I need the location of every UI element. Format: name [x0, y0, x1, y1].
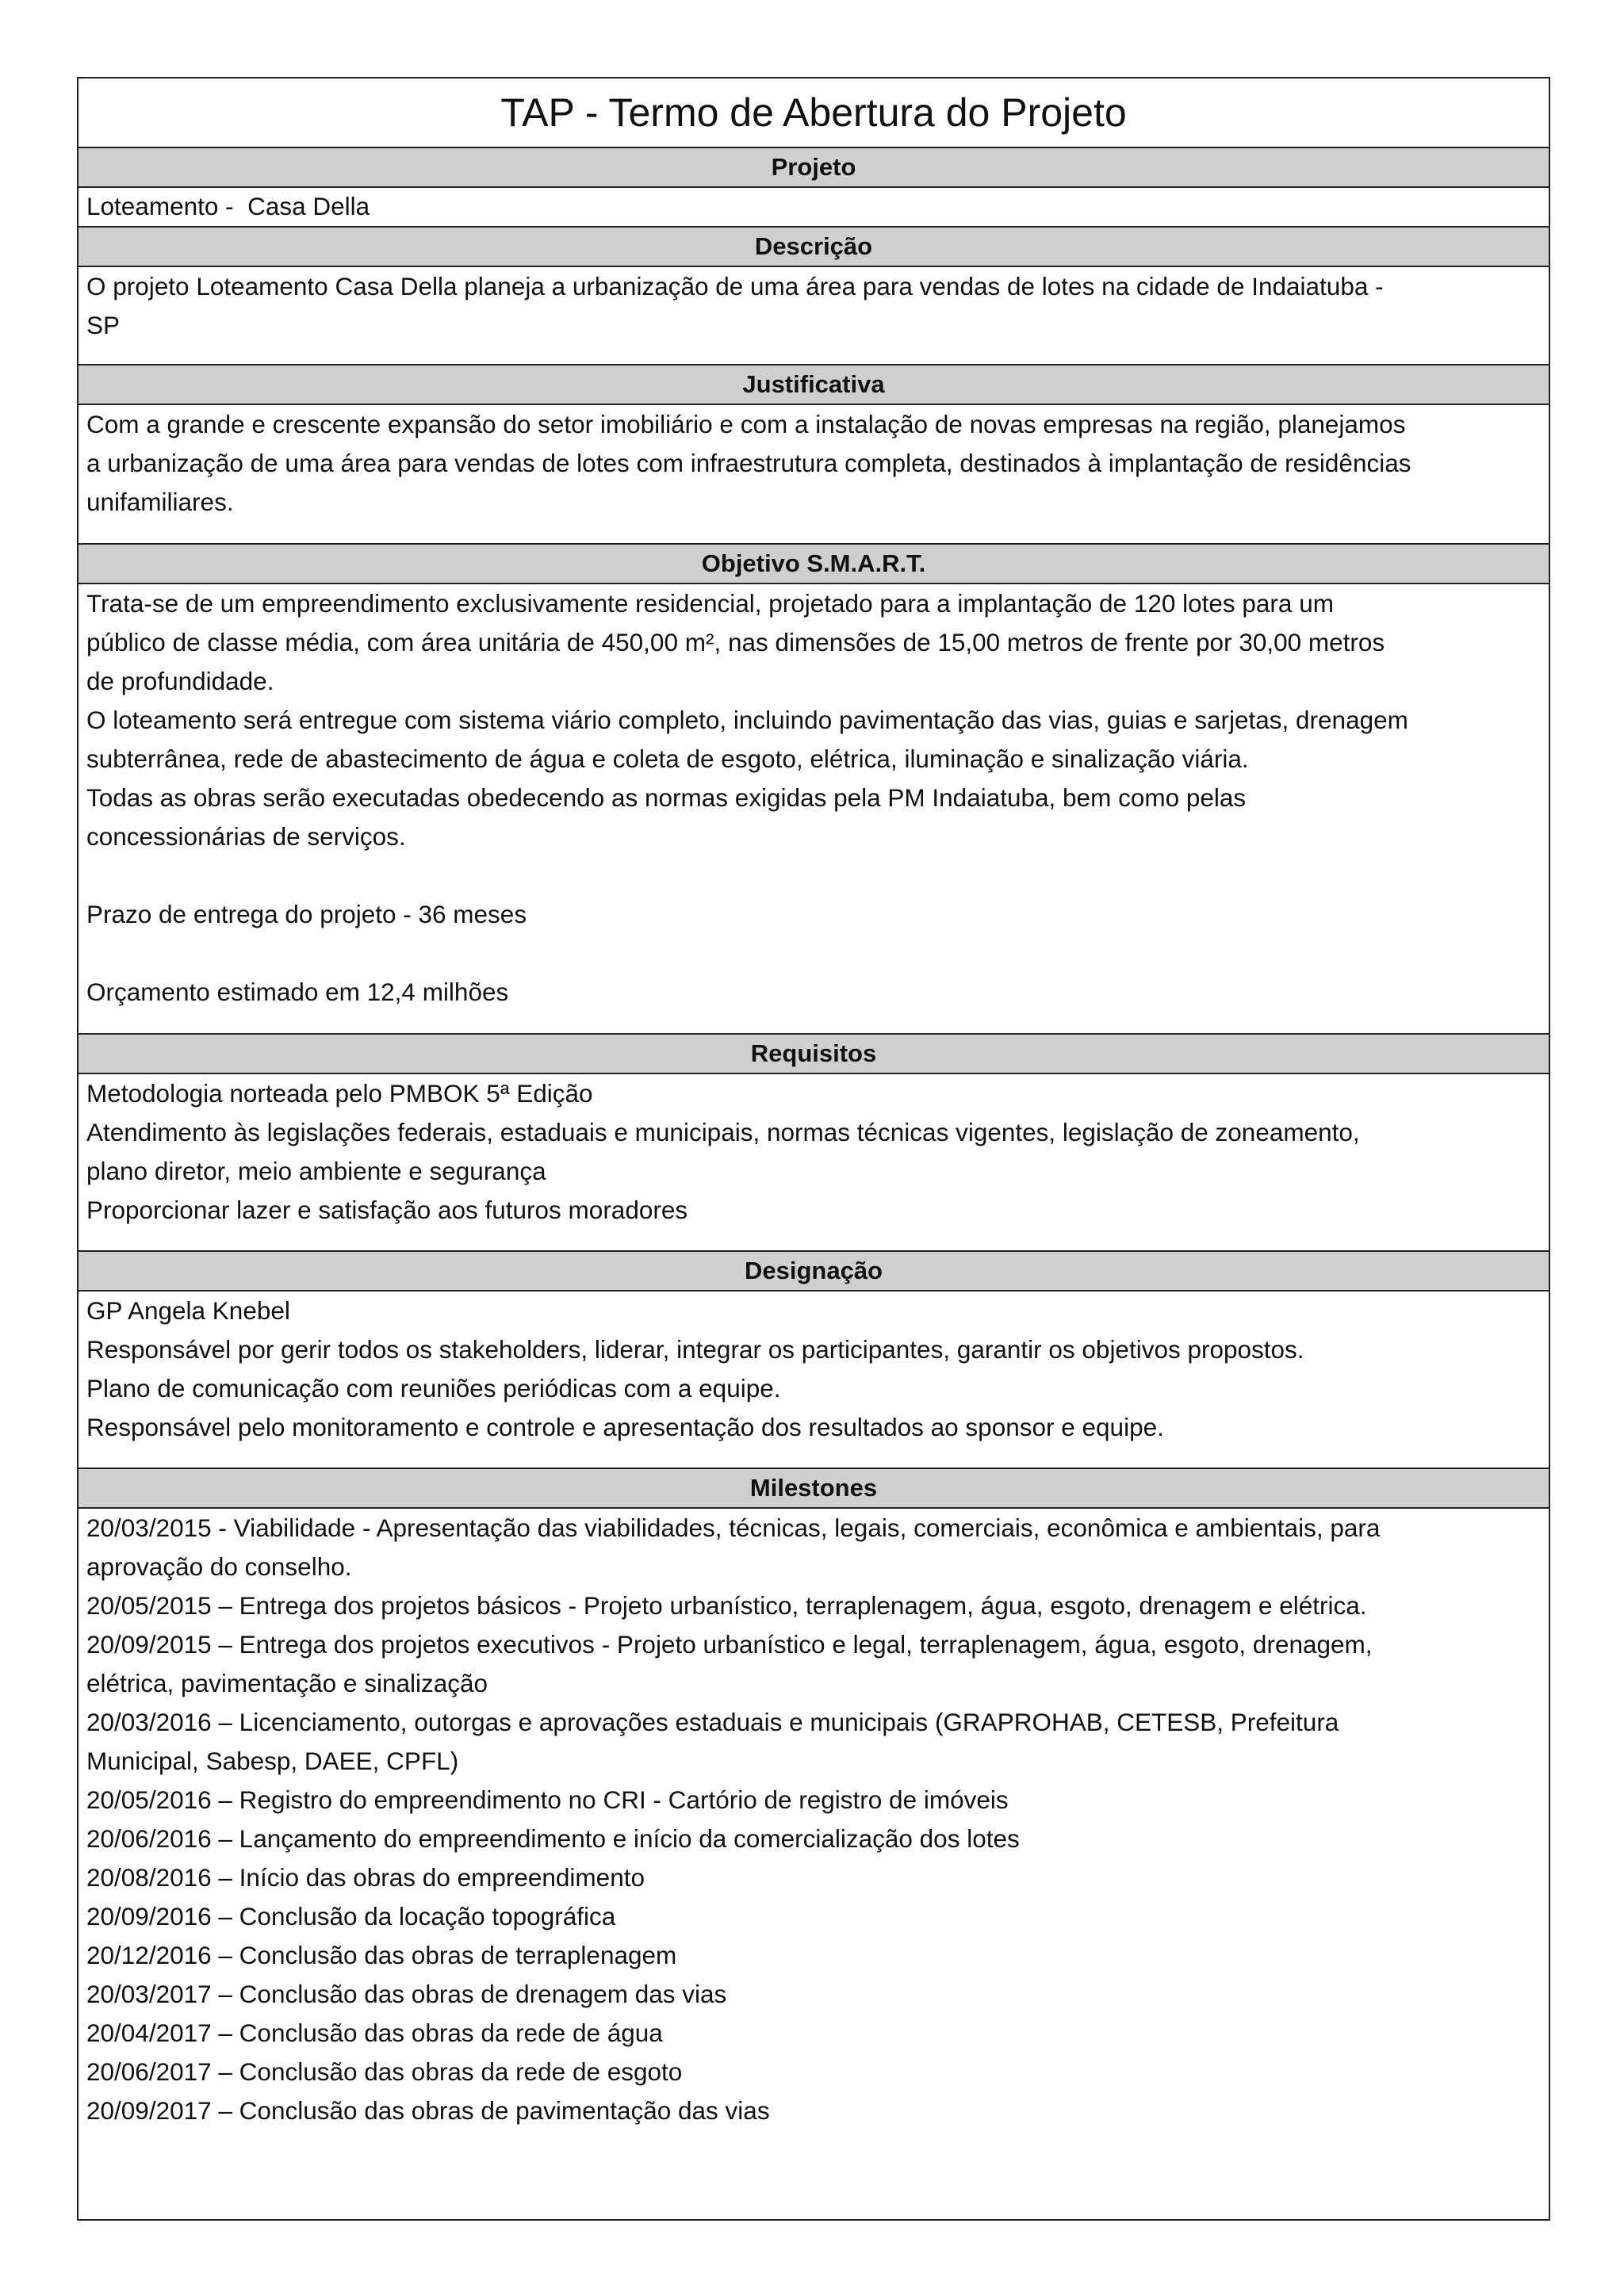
projeto-line: Loteamento - Casa Della — [86, 192, 370, 220]
requisitos-line: Atendimento às legislações federais, estaduais e municipais, normas técnicas vigentes, legislação de zoneamento, — [86, 1118, 1360, 1146]
section-header-milestones: Milestones — [79, 1469, 1549, 1509]
milestone-line: Municipal, Sabesp, DAEE, CPFL) — [86, 1747, 459, 1775]
requisitos-line: Metodologia norteada pelo PMBOK 5ª Edição — [86, 1079, 593, 1108]
section-header-requisitos: Requisitos — [79, 1035, 1549, 1074]
prazo-line: Prazo de entrega do projeto - 36 meses — [86, 900, 527, 928]
designacao-line: Responsável pelo monitoramento e controle e apresentação dos resultados ao sponsor e equipe. — [86, 1413, 1164, 1441]
milestone-line: 20/05/2015 – Entrega dos projetos básicos - Projeto urbanístico, terraplenagem, água, esgoto, drenagem e elétrica. — [86, 1591, 1367, 1620]
milestone-line: 20/03/2015 - Viabilidade - Apresentação das viabilidades, técnicas, legais, comerciais, econômica e ambientais, para — [86, 1513, 1381, 1542]
milestone-line: 20/05/2016 – Registro do empreendimento no CRI - Cartório de registro de imóveis — [86, 1785, 1009, 1814]
section-body-requisitos — [79, 1074, 1549, 1252]
section-body-projeto — [79, 188, 1549, 228]
section-body-designacao — [79, 1292, 1549, 1469]
objetivo-line: Todas as obras serão executadas obedecendo as normas exigidas pela PM Indaiatuba, bem como pelas — [86, 783, 1247, 812]
section-header-justificativa: Justificativa — [79, 365, 1549, 405]
section-body-milestones — [79, 1509, 1549, 2219]
milestone-line: 20/04/2017 – Conclusão das obras da rede de água — [86, 2019, 663, 2047]
objetivo-line: de profundidade. — [86, 667, 274, 695]
justificativa-line: unifamiliares. — [86, 488, 234, 516]
milestone-line: 20/12/2016 – Conclusão das obras de terraplenagem — [86, 1941, 677, 1969]
section-body-objetivo — [79, 584, 1549, 1035]
section-body-justificativa — [79, 405, 1549, 545]
designacao-line: Responsável por gerir todos os stakeholders, liderar, integrar os participantes, garantir os objetivos propostos. — [86, 1335, 1304, 1364]
document-title: TAP - Termo de Abertura do Projeto — [79, 78, 1549, 148]
objetivo-line: Trata-se de um empreendimento exclusivamente residencial, projetado para a implantação de 120 lotes para um — [86, 589, 1334, 618]
milestone-line: 20/03/2017 – Conclusão das obras de drenagem das vias — [86, 1980, 727, 2008]
spacer — [86, 856, 1541, 895]
justificativa-line: a urbanização de uma área para vendas de lotes com infraestrutura completa, destinados à implantação de residências — [86, 449, 1411, 477]
section-body-descricao — [79, 267, 1549, 365]
milestone-line: aprovação do conselho. — [86, 1552, 352, 1581]
milestone-line: 20/03/2016 – Licenciamento, outorgas e aprovações estaduais e municipais (GRAPROHAB, CETESB, Prefeitura — [86, 1708, 1339, 1736]
section-header-designacao: Designação — [79, 1252, 1549, 1292]
milestone-line: 20/06/2016 – Lançamento do empreendimento e início da comercialização dos lotes — [86, 1824, 1020, 1853]
spacer — [86, 934, 1541, 973]
section-header-descricao: Descrição — [79, 228, 1549, 267]
objetivo-line: público de classe média, com área unitária de 450,00 m², nas dimensões de 15,00 metros de frente por 30,00 metros — [86, 628, 1385, 656]
milestone-line: elétrica, pavimentação e sinalização — [86, 1669, 488, 1697]
designacao-line: GP Angela Knebel — [86, 1296, 290, 1325]
justificativa-line: Com a grande e crescente expansão do setor imobiliário e com a instalação de novas empresas na região, planejamos — [86, 410, 1406, 438]
section-header-projeto: Projeto — [79, 148, 1549, 188]
section-header-objetivo: Objetivo S.M.A.R.T. — [79, 545, 1549, 584]
designacao-line: Plano de comunicação com reuniões periódicas com a equipe. — [86, 1374, 781, 1402]
tap-document — [77, 77, 1550, 2221]
descricao-line: SP — [86, 311, 121, 339]
milestone-line: 20/09/2015 – Entrega dos projetos executivos - Projeto urbanístico e legal, terraplenagem, água, esgoto, drenagem, — [86, 1630, 1373, 1659]
requisitos-line: plano diretor, meio ambiente e segurança — [86, 1157, 546, 1185]
orcamento-line: Orçamento estimado em 12,4 milhões — [86, 978, 509, 1006]
objetivo-line: O loteamento será entregue com sistema viário completo, incluindo pavimentação das vias, guias e sarjetas, drenagem — [86, 706, 1408, 734]
objetivo-line: subterrânea, rede de abastecimento de água e coleta de esgoto, elétrica, iluminação e sinalização viária. — [86, 744, 1249, 773]
milestone-line: 20/09/2017 – Conclusão das obras de pavimentação das vias — [86, 2096, 770, 2125]
objetivo-line: concessionárias de serviços. — [86, 822, 406, 851]
descricao-line: O projeto Loteamento Casa Della planeja a urbanização de uma área para vendas de lotes na cidade de Indaiatuba - — [86, 272, 1384, 300]
requisitos-line: Proporcionar lazer e satisfação aos futuros moradores — [86, 1196, 688, 1224]
milestone-line: 20/09/2016 – Conclusão da locação topográfica — [86, 1902, 616, 1931]
milestone-line: 20/06/2017 – Conclusão das obras da rede de esgoto — [86, 2057, 683, 2086]
milestone-line: 20/08/2016 – Início das obras do empreendimento — [86, 1863, 645, 1892]
